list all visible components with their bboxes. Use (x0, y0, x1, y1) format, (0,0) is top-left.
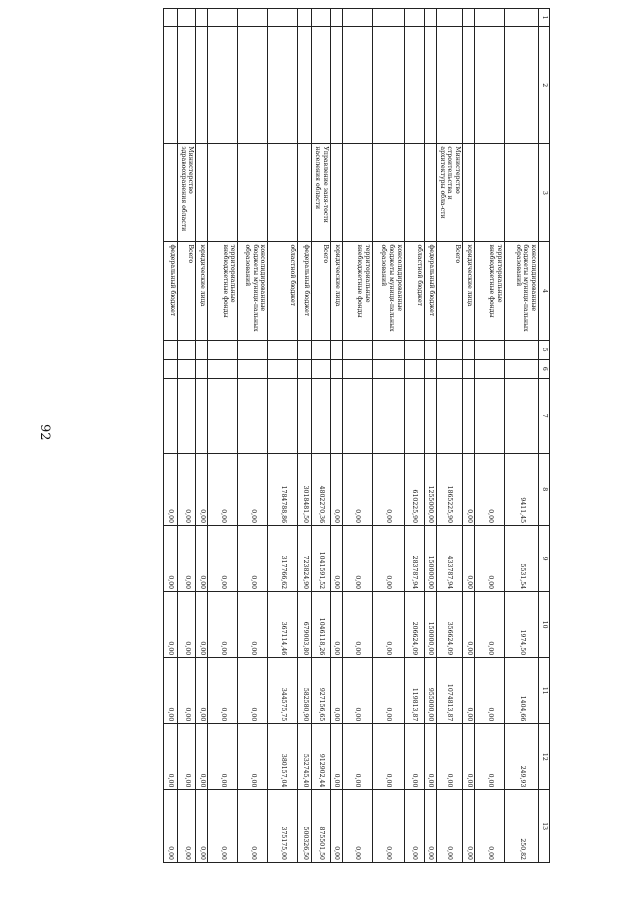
value-cell: 0,00 (178, 790, 197, 863)
table-row (463, 9, 475, 863)
value-cell: 4802270,36 (312, 453, 331, 525)
col-2-cell (268, 27, 298, 144)
col-7-cell (475, 378, 505, 453)
value-cell: 1404,66 (505, 658, 539, 724)
header-cell: 4 (539, 242, 550, 340)
col-5-cell (373, 340, 405, 359)
col-7-cell (405, 378, 425, 453)
col-2-cell (208, 27, 238, 144)
funding-source-cell: консолидированные бюджеты муници-пальных образований (373, 242, 405, 340)
organization-cell (373, 144, 405, 242)
col-5-cell (196, 340, 208, 359)
funding-source-cell: областной бюджет (268, 242, 298, 340)
value-cell: 0,00 (178, 724, 197, 790)
col-7-cell (298, 378, 312, 453)
organization-cell: Управление заня-тости населения области (312, 144, 331, 242)
col-5-cell (425, 340, 437, 359)
value-cell: 0,00 (196, 453, 208, 525)
table-row (238, 9, 268, 863)
organization-cell: Министерство строительства и архитектуры обла-сти (437, 144, 463, 242)
col-1-cell (178, 9, 197, 27)
col-2-cell (425, 27, 437, 144)
value-cell: 0,00 (331, 526, 343, 592)
value-cell: 0,00 (373, 592, 405, 658)
value-cell: 0,00 (208, 453, 238, 525)
table-row (331, 9, 343, 863)
value-cell: 679003,80 (298, 592, 312, 658)
budget-table-sheet (72, 8, 550, 863)
value-cell: 723824,90 (298, 526, 312, 592)
col-6-cell (331, 359, 343, 378)
value-cell: 0,00 (475, 453, 505, 525)
funding-source-cell: федеральный бюджет (425, 242, 437, 340)
value-cell: 0,00 (178, 453, 197, 525)
funding-source-cell: юридические лица (196, 242, 208, 340)
value-cell: 3018481,50 (298, 453, 312, 525)
col-6-cell (196, 359, 208, 378)
col-7-cell (437, 378, 463, 453)
value-cell: 0,00 (437, 724, 463, 790)
value-cell: 119813,87 (405, 658, 425, 724)
organization-cell (343, 144, 373, 242)
organization-cell (405, 144, 425, 242)
col-1-cell (331, 9, 343, 27)
col-2-cell (343, 27, 373, 144)
funding-source-cell: консолидированные бюджеты муници-пальных образований (238, 242, 268, 340)
value-cell: 0,00 (343, 790, 373, 863)
col-6-cell (238, 359, 268, 378)
col-5-cell (343, 340, 373, 359)
col-5-cell (475, 340, 505, 359)
col-7-cell (312, 378, 331, 453)
header-cell: 13 (539, 790, 550, 863)
col-7-cell (373, 378, 405, 453)
value-cell: 0,00 (208, 592, 238, 658)
col-1-cell (164, 9, 178, 27)
col-6-cell (405, 359, 425, 378)
value-cell: 0,00 (196, 790, 208, 863)
value-cell: 1974,50 (505, 592, 539, 658)
value-cell: 955000,00 (425, 658, 437, 724)
col-2-cell (505, 27, 539, 144)
page-number: 92 (37, 424, 52, 441)
value-cell: 0,00 (196, 526, 208, 592)
col-2-cell (437, 27, 463, 144)
header-cell: 7 (539, 378, 550, 453)
value-cell: 0,00 (164, 453, 178, 525)
value-cell: 0,00 (373, 790, 405, 863)
value-cell: 0,00 (343, 724, 373, 790)
col-6-cell (463, 359, 475, 378)
col-2-cell (463, 27, 475, 144)
funding-source-cell: Всего (312, 242, 331, 340)
col-7-cell (238, 378, 268, 453)
value-cell: 1046118,26 (312, 592, 331, 658)
value-cell: 0,00 (373, 453, 405, 525)
value-cell: 433787,94 (437, 526, 463, 592)
col-5-cell (405, 340, 425, 359)
table-row (312, 9, 331, 863)
organization-cell (425, 144, 437, 242)
col-7-cell (343, 378, 373, 453)
table-row (505, 9, 539, 863)
value-cell: 0,00 (343, 658, 373, 724)
value-cell: 0,00 (343, 453, 373, 525)
table-row (298, 9, 312, 863)
organization-cell (331, 144, 343, 242)
value-cell: 0,00 (331, 790, 343, 863)
col-5-cell (312, 340, 331, 359)
value-cell: 0,00 (238, 526, 268, 592)
organization-cell (298, 144, 312, 242)
funding-source-cell: юридические лица (463, 242, 475, 340)
value-cell: 0,00 (475, 658, 505, 724)
organization-cell (208, 144, 238, 242)
col-6-cell (437, 359, 463, 378)
value-cell: 875501,50 (312, 790, 331, 863)
col-1-cell (343, 9, 373, 27)
col-6-cell (178, 359, 197, 378)
funding-source-cell: федеральный бюджет (298, 242, 312, 340)
value-cell: 206624,09 (405, 592, 425, 658)
col-6-cell (373, 359, 405, 378)
organization-cell (196, 144, 208, 242)
header-cell: 6 (539, 359, 550, 378)
value-cell: 0,00 (475, 724, 505, 790)
table-row (196, 9, 208, 863)
value-cell: 0,00 (463, 790, 475, 863)
value-cell: 0,00 (164, 724, 178, 790)
value-cell: 0,00 (238, 658, 268, 724)
value-cell: 1865225,90 (437, 453, 463, 525)
value-cell: 0,00 (164, 526, 178, 592)
header-cell: 3 (539, 144, 550, 242)
value-cell: 0,00 (164, 790, 178, 863)
value-cell: 0,00 (463, 526, 475, 592)
funding-source-cell: консолидированные бюджеты муници-пальных образований (505, 242, 539, 340)
value-cell: 0,00 (196, 592, 208, 658)
col-5-cell (164, 340, 178, 359)
col-2-cell (475, 27, 505, 144)
table-row (425, 9, 437, 863)
header-cell: 10 (539, 592, 550, 658)
col-1-cell (463, 9, 475, 27)
value-cell: 0,00 (475, 790, 505, 863)
col-1-cell (238, 9, 268, 27)
organization-cell (164, 144, 178, 242)
organization-cell (505, 144, 539, 242)
table-row (475, 9, 505, 863)
funding-source-cell: федеральный бюджет (164, 242, 178, 340)
col-7-cell (463, 378, 475, 453)
value-cell: 0,00 (196, 724, 208, 790)
table-row (208, 9, 238, 863)
table-row (373, 9, 405, 863)
col-2-cell (312, 27, 331, 144)
value-cell: 0,00 (405, 724, 425, 790)
col-6-cell (208, 359, 238, 378)
value-cell: 1784788,86 (268, 453, 298, 525)
col-7-cell (268, 378, 298, 453)
table-row (268, 9, 298, 863)
col-1-cell (425, 9, 437, 27)
value-cell: 367114,46 (268, 592, 298, 658)
value-cell: 0,00 (463, 453, 475, 525)
col-5-cell (331, 340, 343, 359)
organization-cell (463, 144, 475, 242)
value-cell: 0,00 (475, 526, 505, 592)
value-cell: 0,00 (437, 790, 463, 863)
header-cell: 11 (539, 658, 550, 724)
col-7-cell (164, 378, 178, 453)
col-6-cell (268, 359, 298, 378)
col-1-cell (405, 9, 425, 27)
organization-cell: Министерство здравоохранения области (178, 144, 197, 242)
col-6-cell (312, 359, 331, 378)
value-cell: 0,00 (178, 526, 197, 592)
value-cell: 0,00 (208, 658, 238, 724)
col-7-cell (208, 378, 238, 453)
value-cell: 0,00 (331, 658, 343, 724)
col-7-cell (425, 378, 437, 453)
value-cell: 283787,94 (405, 526, 425, 592)
col-5-cell (238, 340, 268, 359)
value-cell: 317766,62 (268, 526, 298, 592)
organization-cell (238, 144, 268, 242)
col-2-cell (196, 27, 208, 144)
col-2-cell (298, 27, 312, 144)
funding-source-cell: юридические лица (331, 242, 343, 340)
funding-source-cell: Всего (178, 242, 197, 340)
header-cell: 1 (539, 9, 550, 27)
header-cell: 12 (539, 724, 550, 790)
table-row (437, 9, 463, 863)
value-cell: 0,00 (331, 453, 343, 525)
value-cell: 375175,00 (268, 790, 298, 863)
value-cell: 0,00 (238, 790, 268, 863)
value-cell: 9411,45 (505, 453, 539, 525)
funding-source-cell: территориальные внебюджетные фонды (343, 242, 373, 340)
col-6-cell (343, 359, 373, 378)
value-cell: 0,00 (164, 592, 178, 658)
header-cell: 8 (539, 453, 550, 525)
value-cell: 0,00 (373, 724, 405, 790)
value-cell: 0,00 (208, 790, 238, 863)
header-cell: 2 (539, 27, 550, 144)
col-5-cell (463, 340, 475, 359)
value-cell: 1074813,87 (437, 658, 463, 724)
value-cell: 0,00 (208, 724, 238, 790)
col-7-cell (196, 378, 208, 453)
table-row (405, 9, 425, 863)
col-1-cell (312, 9, 331, 27)
header-cell: 9 (539, 526, 550, 592)
budget-table (163, 8, 550, 863)
funding-source-cell: областной бюджет (405, 242, 425, 340)
value-cell: 1255000,00 (425, 453, 437, 525)
value-cell: 0,00 (164, 658, 178, 724)
col-5-cell (437, 340, 463, 359)
value-cell: 0,00 (238, 592, 268, 658)
col-6-cell (475, 359, 505, 378)
col-1-cell (208, 9, 238, 27)
value-cell: 5531,54 (505, 526, 539, 592)
value-cell: 0,00 (463, 592, 475, 658)
value-cell: 927156,65 (312, 658, 331, 724)
col-1-cell (437, 9, 463, 27)
col-1-cell (196, 9, 208, 27)
col-7-cell (331, 378, 343, 453)
value-cell: 0,00 (425, 724, 437, 790)
header-row (539, 9, 550, 863)
col-6-cell (425, 359, 437, 378)
col-1-cell (475, 9, 505, 27)
value-cell: 0,00 (425, 790, 437, 863)
col-1-cell (373, 9, 405, 27)
col-2-cell (178, 27, 197, 144)
col-5-cell (268, 340, 298, 359)
organization-cell (268, 144, 298, 242)
col-7-cell (178, 378, 197, 453)
value-cell: 0,00 (373, 526, 405, 592)
value-cell: 0,00 (208, 526, 238, 592)
col-7-cell (505, 378, 539, 453)
table-row (343, 9, 373, 863)
value-cell: 500326,50 (298, 790, 312, 863)
value-cell: 1041591,52 (312, 526, 331, 592)
value-cell: 0,00 (463, 724, 475, 790)
funding-source-cell: Всего (437, 242, 463, 340)
value-cell: 344575,75 (268, 658, 298, 724)
value-cell: 0,00 (178, 592, 197, 658)
value-cell: 0,00 (178, 658, 197, 724)
value-cell: 0,00 (463, 658, 475, 724)
value-cell: 0,00 (238, 453, 268, 525)
col-5-cell (178, 340, 197, 359)
col-2-cell (164, 27, 178, 144)
col-5-cell (298, 340, 312, 359)
col-6-cell (298, 359, 312, 378)
col-6-cell (164, 359, 178, 378)
col-1-cell (268, 9, 298, 27)
organization-cell (475, 144, 505, 242)
table-row (178, 9, 197, 863)
value-cell: 356624,09 (437, 592, 463, 658)
value-cell: 0,00 (343, 526, 373, 592)
value-cell: 380157,04 (268, 724, 298, 790)
value-cell: 610225,90 (405, 453, 425, 525)
header-cell: 5 (539, 340, 550, 359)
col-1-cell (298, 9, 312, 27)
col-5-cell (208, 340, 238, 359)
value-cell: 150000,00 (425, 592, 437, 658)
col-2-cell (331, 27, 343, 144)
value-cell: 0,00 (343, 592, 373, 658)
value-cell: 250,82 (505, 790, 539, 863)
col-2-cell (405, 27, 425, 144)
value-cell: 249,93 (505, 724, 539, 790)
value-cell: 0,00 (238, 724, 268, 790)
col-2-cell (238, 27, 268, 144)
value-cell: 0,00 (475, 592, 505, 658)
col-6-cell (505, 359, 539, 378)
funding-source-cell: территориальные внебюджетные фонды (475, 242, 505, 340)
value-cell: 0,00 (331, 724, 343, 790)
value-cell: 0,00 (196, 658, 208, 724)
value-cell: 0,00 (331, 592, 343, 658)
value-cell: 532745,40 (298, 724, 312, 790)
value-cell: 0,00 (373, 658, 405, 724)
value-cell: 0,00 (405, 790, 425, 863)
col-2-cell (373, 27, 405, 144)
value-cell: 912902,44 (312, 724, 331, 790)
funding-source-cell: территориальные внебюджетные фонды (208, 242, 238, 340)
col-1-cell (505, 9, 539, 27)
value-cell: 150000,00 (425, 526, 437, 592)
value-cell: 582580,90 (298, 658, 312, 724)
col-5-cell (505, 340, 539, 359)
table-row (164, 9, 178, 863)
